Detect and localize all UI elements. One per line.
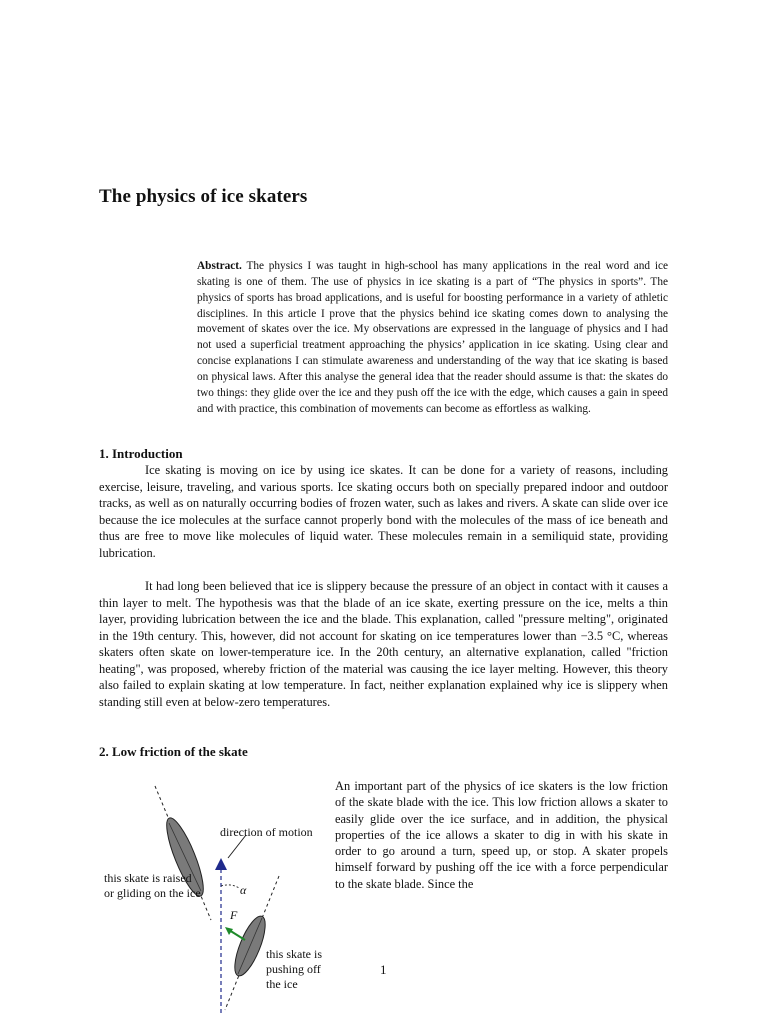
- paper-title: The physics of ice skaters: [99, 186, 308, 207]
- force-arrow-line: [229, 930, 245, 940]
- section-heading-low-friction: 2. Low friction of the skate: [99, 744, 248, 759]
- intro-paragraph-2: [99, 578, 668, 710]
- label-direction-of-motion: direction of motion: [220, 825, 313, 839]
- page-number: 1: [380, 962, 387, 977]
- intro-paragraph-1-text: Ice skating is moving on ice by using ice skates. It can be done for a variety of reasons, including exercise, leisure, traveling, and various sports. Ice skating occurs both on specially prepared indoor and outdoor tracks, as well as on naturally occurring bodies of frozen water, such as lakes and rivers. A skate can slide over ice because the ice molecules at the surface cannot properly bond with the molecules of the mass of ice beneath and thus are free to move like molecules of liquid water. These molecules remain in a semiliquid state, providing lubrication.: [99, 463, 668, 560]
- alpha-arc: [221, 885, 239, 888]
- label-alpha: α: [240, 883, 247, 897]
- motion-arrow-head: [215, 858, 227, 870]
- abstract-block: [197, 259, 668, 417]
- intro-paragraph-1: [99, 462, 668, 561]
- section-heading-introduction: 1. Introduction: [99, 446, 183, 461]
- abstract-text: The physics I was taught in high-school has many applications in the real word and ice skating is one of them. The use of physics in ice skating is a part of “The physics in sports”. The physics of sports has broad applications, and is useful for boosting performance in a variety of athletic disciplines. In this article I prove that the physics behind ice skating comes down to analysing the movement of skates over the ice. My observations are expressed in the language of physics and I had not used a superficial treatment approaching the physics’ application in ice skating. Using clear and concise explanations I can stimulate awareness and understanding of the way that ice skating is based on physical laws. After this analyse the general idea that the reader should assume is that: the skates do two things: they glide over the ice and they push off the ice with the edge, which causes a gain in speed and with practice, this combination of movements can become as effortless as walking.: [197, 260, 668, 415]
- label-force: F: [230, 908, 238, 922]
- intro-paragraph-2-text: It had long been believed that ice is slippery because the pressure of an object in contact with it causes a thin layer to melt. The hypothesis was that the blade of an ice skate, exerting pressure on the ice, melts a thin layer, providing lubrication between the ice and the blade. This explanation, called "pressure melting", originated in the 19th century. This, however, did not account for skating on ice temperatures lower than −3.5 °C, whereas skaters often skate on lower-temperature ice. In the 20th century, an alternative explanation, called "friction heating", was proposed, whereby friction of the material was causing the ice layer melting. However, this theory also failed to explain skating at low temperature. In fact, neither explanation explained why ice is slippery when standing still even at below-zero temperatures.: [99, 579, 668, 709]
- friction-paragraph-1: An important part of the physics of ice skaters is the low friction of the skate blade with the ice. This low friction allows a skater to easily glide over the ice surface, and in addition, the physical properties of the ice allows a skater to dig in with his skate in order to go around a turn, speed up, or stop. A skater propels himself forward by pushing off the ice with a force perpendicular to the skate blade. Since the: [335, 779, 668, 891]
- abstract-label: Abstract.: [197, 260, 242, 272]
- skate-diagram: [99, 778, 324, 1018]
- label-raised-skate: this skate is raised or gliding on the ice: [104, 871, 201, 900]
- label-pushing-skate: this skate is pushing off the ice: [266, 947, 322, 991]
